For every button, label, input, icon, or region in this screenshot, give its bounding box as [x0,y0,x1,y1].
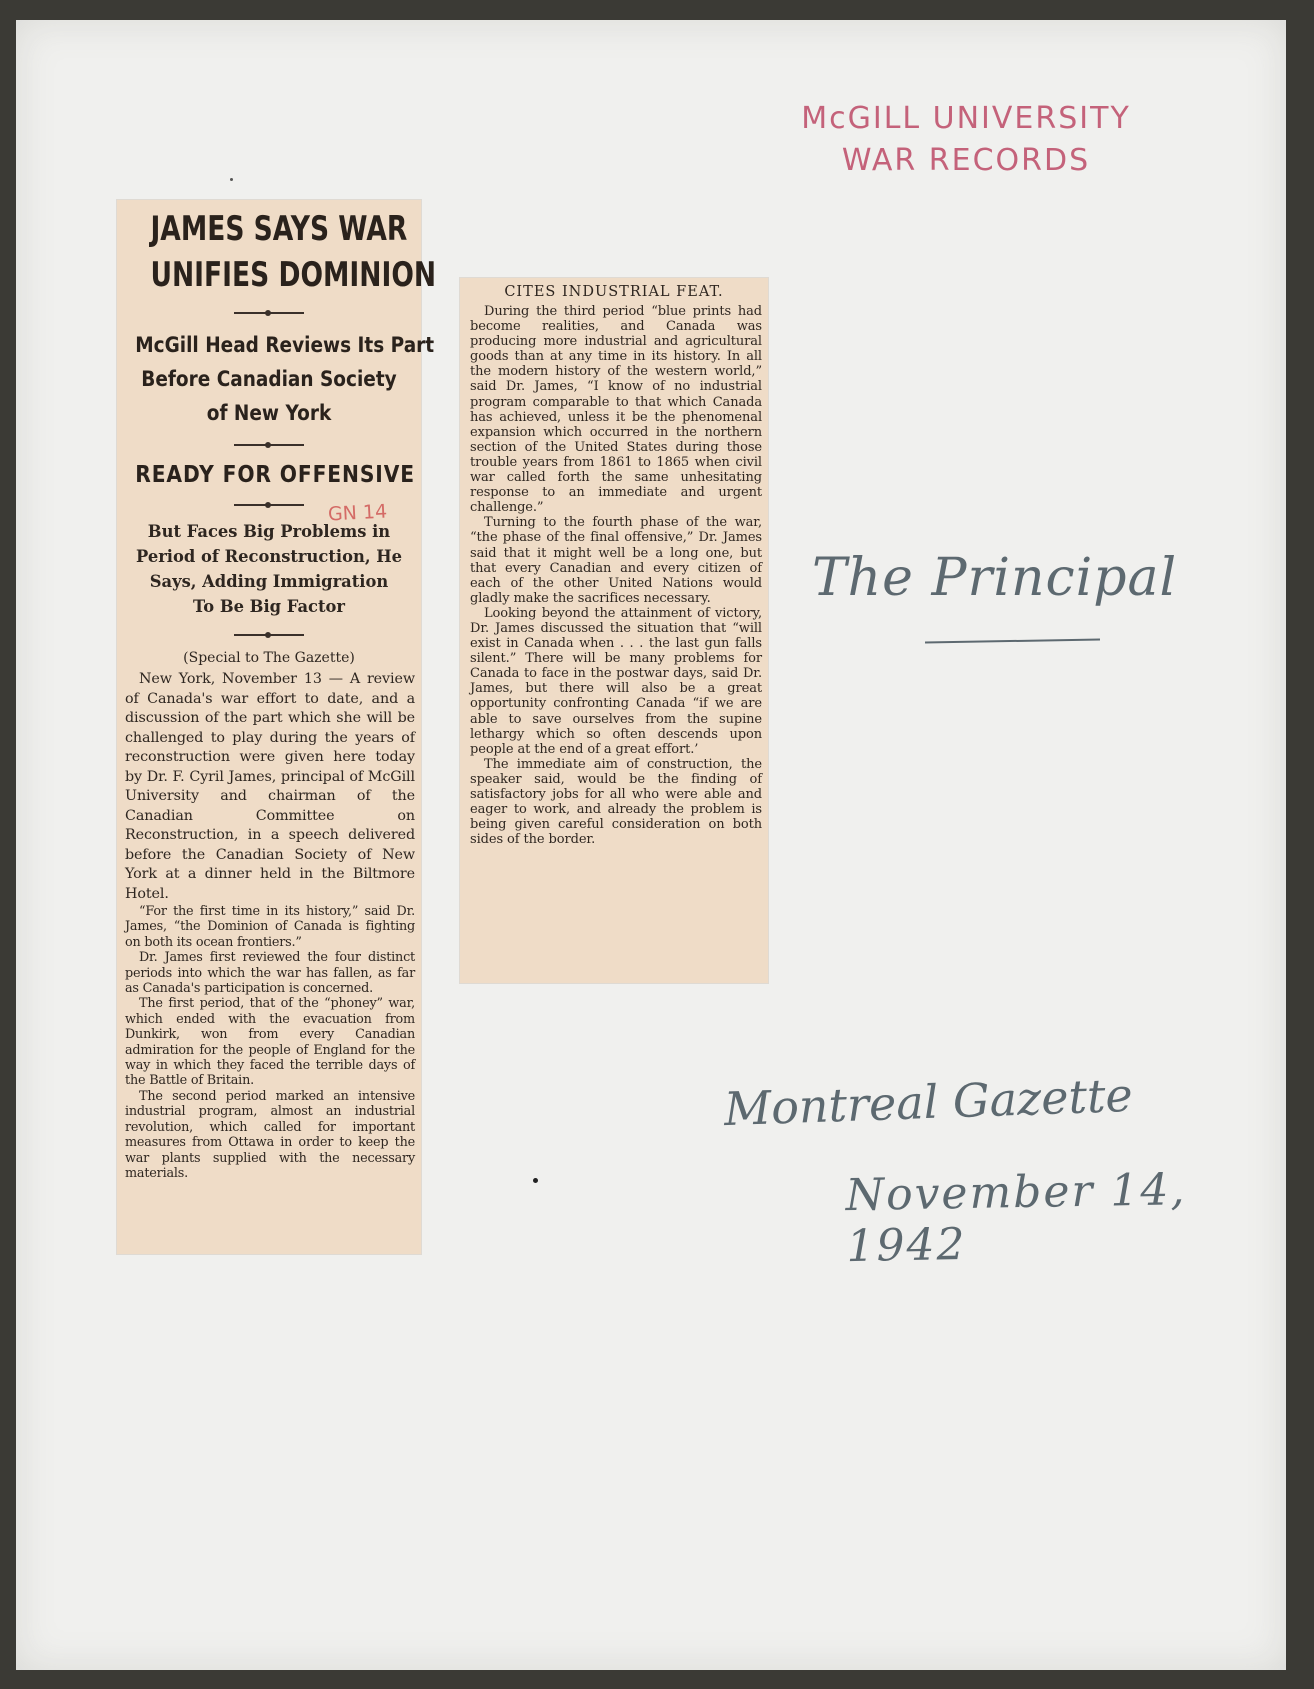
handwritten-principal: The Principal [812,548,1178,608]
deck-divider [234,634,304,636]
headline-line-2: UNIFIES DOMINION [150,255,437,295]
deck-line-1: But Faces Big Problems in [147,522,391,542]
article-paragraph: During the third period “blue prints had become realities, and Canada was producing more industrial and agricultural goods than at any time in its history. In all the modern history of the western world,” said Dr. James, “I know of no industrial program comparable to that which Canada has achieved, unless it be the phenomenal expansion which occurred in the northern section of the United States during those trouble years from 1861 to 1865 when civil war called forth the same unhesitating response to an immediate and urgent challenge.” [470,304,762,516]
newspaper-clipping-continued [460,278,768,983]
article-paragraph: New York, November 13 — A review of Canada's war effort to date, and a discussion of the part which she will be challenged to play during the years of reconstruction were given here today by Dr. F. Cyril James, principal of McGill University and chairman of the Canadian Committee on Reconstruction, in a speech delivered before the Canadian Society of New York at a dinner held in the Biltmore Hotel. [125,671,415,902]
article-paragraph: Turning to the fourth phase of the war, “the phase of the final offensive,” Dr. James said that it might well be a long one, but that every Canadian and every citizen of each of the other United Nations would gladly make the sacrifices necessary. [470,515,762,606]
article-paragraph: Looking beyond the attainment of victory, Dr. James discussed the situation that “will exist in Canada when . . . the last gun falls silent.” There will be many problems for Canada to face in the postwar days, said Dr. James, but there will also be a great opportunity confronting Canada “if we are able to save ourselves from the supine lethargy which so often descends upon people at the end of a great effort.’ [470,605,762,757]
handwritten-date: November 14, 1942 [845,1164,1187,1273]
subheadline-line-2: Before Canadian Society [141,367,397,391]
pencil-annotation: GN 14 [327,500,388,526]
stamp-line-2: WAR RECORDS [841,143,1091,178]
ready-headline: READY FOR OFFENSIVE [135,462,415,488]
article-paragraph: Dr. James first reviewed the four distinct periods into which the war has fallen, as far as Canada's participation is concerned. [125,950,415,997]
ink-speck [533,1178,538,1183]
headline-line-1: JAMES SAYS WAR [150,209,408,249]
dateline: (Special to The Gazette) [183,650,355,666]
subheadline-divider [234,444,304,446]
article-paragraph: The immediate aim of construction, the speaker said, would be the finding of satisfactory jobs for all who were able and eager to work, and already the problem is being given careful consideration on both sides of the border. [470,756,762,848]
continuation-subhead: CITES INDUSTRIAL FEAT. [504,284,724,300]
subheadline-line-1: McGill Head Reviews Its Part [135,333,435,357]
article-paragraph: “For the first time in its history,” said Dr. James, “the Dominion of Canada is fighting on both its ocean frontiers.” [125,904,415,950]
deck-line-3: Says, Adding Immigration [149,572,389,592]
article-paragraph: The first period, that of the “phoney” war, which ended with the evacuation from Dunkirk, won from every Canadian admiration for the people of England for the way in which they faced the terrible days of the Battle of Britain. [125,996,415,1089]
headline-divider [234,312,304,314]
ink-speck [230,178,233,181]
deck-line-4: To Be Big Factor [192,597,346,617]
ready-divider [234,504,304,506]
stamp-line-1: McGILL UNIVERSITY [801,101,1131,136]
subheadline-line-3: of New York [206,401,332,425]
war-records-stamp [756,98,1176,182]
newspaper-clipping-main [117,200,437,1254]
deck-line-2: Period of Reconstruction, He [135,547,403,567]
article-paragraph: The second period marked an intensive industrial program, almost an industrial revolution, which called for important measures from Ottawa in order to keep the war plants supplied with the necessary materials. [125,1088,415,1181]
handwritten-newspaper-name: Montreal Gazette [723,1067,1134,1137]
